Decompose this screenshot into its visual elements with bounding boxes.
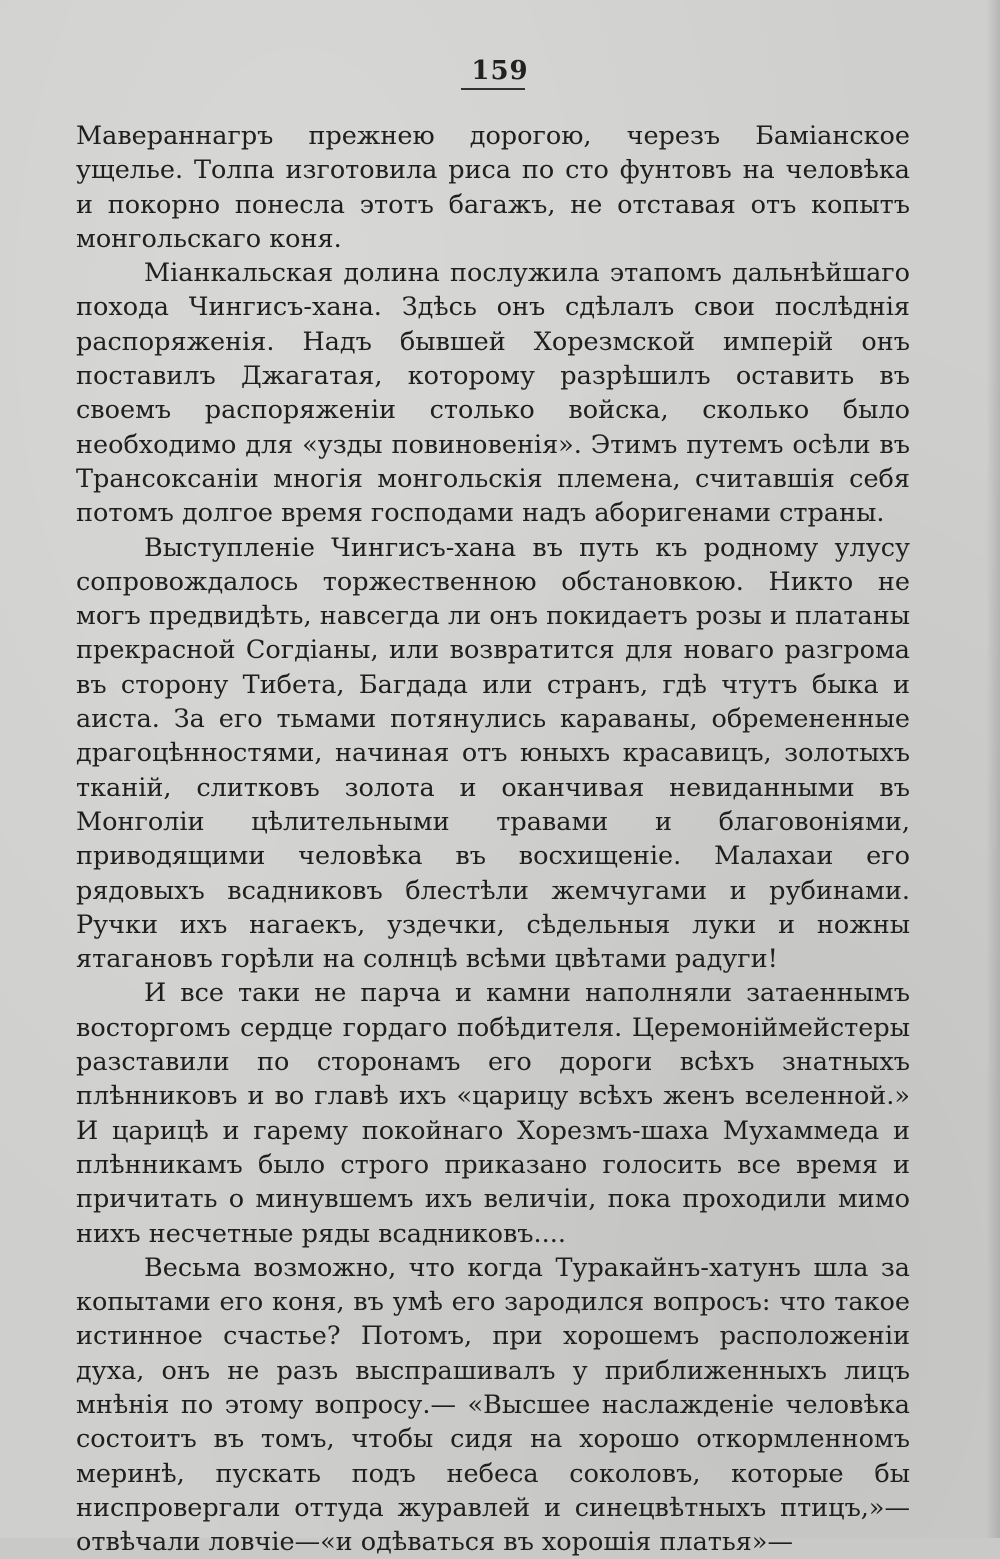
- body-text: [76, 119, 910, 1559]
- paragraph-5: Весьма возможно, что когда Туракайнъ-хатунъ шла за копытами его коня, въ умѣ его зародился вопросъ: что такое истинное счастье? Потомъ, при хорошемъ расположеніи духа, онъ не разъ выспрашивалъ у приближенныхъ лицъ мнѣнія по этому вопросу.— «Высшее наслажденіе человѣка состоитъ въ томъ, чтобы сидя на хорошо откормленномъ меринѣ, пускать подъ небеса соколовъ, которые бы ниспровергали оттуда журавлей и синецвѣтныхъ птицъ,»—отвѣчали ловчіе—«и одѣваться въ хорошія платья»—: [76, 1252, 910, 1558]
- paragraph-1: Мавераннагръ прежнею дорогою, черезъ Баміанское ущелье. Толпа изготовила риса по сто фунтовъ на человѣка и покорно понесла этотъ багажъ, не отставая отъ копытъ монгольскаго коня.: [76, 121, 910, 254]
- page-number: 159: [471, 56, 529, 86]
- paragraph-4: И все таки не парча и камни наполняли затаеннымъ восторгомъ сердце гордаго побѣдителя. Церемоніймейстеры разставили по сторонамъ его дороги всѣхъ знатныхъ плѣнниковъ и во главѣ ихъ «царицу всѣхъ женъ вселенной.» И царицѣ и гарему покойнаго Хорезмъ-шаха Мухаммеда и плѣнникамъ было строго приказано голосить все время и причитать о минувшемъ ихъ величіи, пока проходили мимо нихъ несчетные ряды всадниковъ....: [76, 978, 910, 1249]
- paragraph-2: Міанкальская долина послужила этапомъ дальнѣйшаго похода Чингисъ-хана. Здѣсь онъ сдѣлалъ свои послѣднія распоряженія. Надъ бывшей Хорезмской имперій онъ поставилъ Джагатая, которому разрѣшилъ оставить въ своемъ распоряженіи столько войска, сколько было необходимо для «узды повиновенія». Этимъ путемъ осѣли въ Трансоксаніи многія монгольскія племена, считавшія себя потомъ долгое время господами надъ аборигенами страны.: [76, 258, 910, 529]
- paragraph-3: Выступленіе Чингисъ-хана въ путь къ родному улусу сопровождалось торжественною обстановкою. Никто не могъ предвидѣть, навсегда ли онъ покидаетъ розы и платаны прекрасной Согдіаны, или возвратится для новаго разгрома въ сторону Тибета, Багдада или странъ, гдѣ чтутъ быка и аиста. За его тьмами потянулись караваны, обремененные драгоцѣнностями, начиная отъ юныхъ красавицъ, золотыхъ тканій, слитковъ золота и оканчивая невиданными въ Монголіи цѣлительными травами и благовоніями, приводящими человѣка въ восхищеніе. Малахаи его рядовыхъ всадниковъ блестѣли жемчугами и рубинами. Ручки ихъ нагаекъ, уздечки, сѣдельныя луки и ножны ятагановъ горѣли на солнцѣ всѣми цвѣтами радуги!: [76, 532, 910, 975]
- page-number-underline: [461, 88, 525, 90]
- page-edge-shadow: [986, 0, 1000, 1538]
